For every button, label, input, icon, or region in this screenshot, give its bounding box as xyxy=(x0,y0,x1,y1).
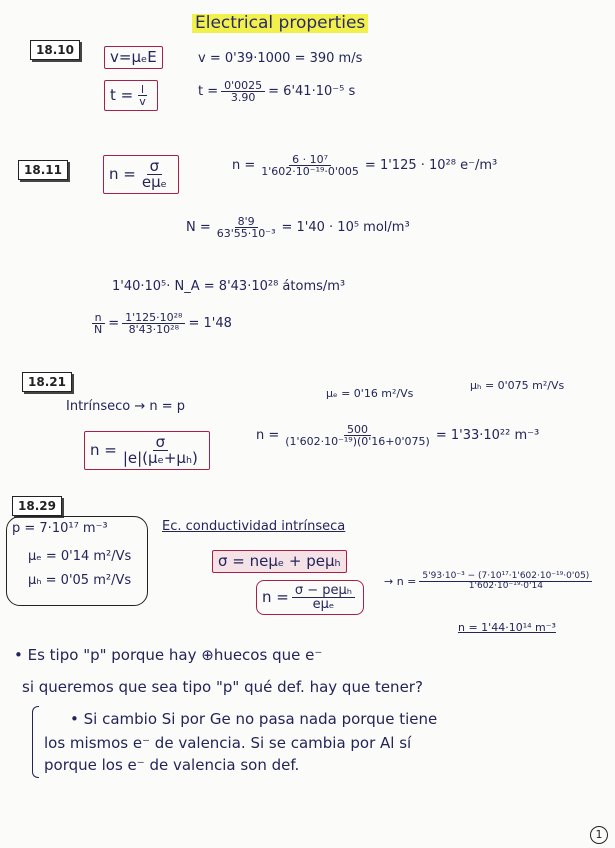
formula-n-from-sigma xyxy=(256,580,364,615)
formula-velocity: v=μₑE xyxy=(104,46,163,69)
calc-atoms: 1'40·10⁵· N_A = 8'43·10²⁸ átoms/m³ xyxy=(112,279,346,294)
calc-intrinsic-num: 500 xyxy=(344,424,371,436)
formula-n-sigma-num: σ − peμₕ xyxy=(292,584,355,598)
calc1-fraction xyxy=(258,154,362,177)
calc2-fraction xyxy=(214,216,279,239)
page-title: Electrical properties xyxy=(192,14,368,33)
calc-time-lhs: t = xyxy=(198,84,219,99)
calc-intrinsic-n xyxy=(256,424,539,447)
calc-intrinsic-lhs: n = xyxy=(256,428,280,443)
calc-intrinsic-rhs: = 1'33·10²² m⁻³ xyxy=(435,428,540,443)
formula-n-lhs: n = xyxy=(109,165,136,183)
problem-number-18-29: 18.29 xyxy=(12,496,62,516)
ratio-fraction xyxy=(122,312,185,335)
mobility-hole: μₕ = 0'075 m²/Vs xyxy=(470,379,565,392)
calc1-rhs: = 1'125 · 10²⁸ e⁻/m³ xyxy=(364,158,498,173)
calc-time-rhs: = 6'41·10⁻⁵ s xyxy=(268,84,356,99)
calc-intrinsic-fraction xyxy=(282,424,433,447)
formula-n-sigma-lhs: n = xyxy=(262,588,289,606)
given-electron-mobility: μₑ = 0'14 m²/Vs xyxy=(28,549,132,564)
formula-intrinsic-num: σ xyxy=(153,435,169,451)
ratio-rhs: = 1'48 xyxy=(188,316,232,331)
calc1-num: 6 · 10⁷ xyxy=(289,154,331,166)
note-line-5: porque los e⁻ de valencia son def. xyxy=(44,756,300,774)
conductivity-heading: Ec. conductividad intrínseca xyxy=(162,519,346,534)
given-hole-mobility: μₕ = 0'05 m²/Vs xyxy=(28,573,132,588)
calc-time-fraction xyxy=(221,80,265,103)
calc1-den: 1'602·10⁻¹⁹·0'005 xyxy=(261,165,359,178)
problem-number-18-21: 18.21 xyxy=(22,372,72,392)
calc-time-den: 3.90 xyxy=(230,91,256,104)
formula-intrinsic-lhs: n = xyxy=(90,441,117,459)
problem-number-18-10: 18.10 xyxy=(30,40,80,60)
mobility-electron: μₑ = 0'16 m²/Vs xyxy=(326,387,414,400)
formula-time-fraction xyxy=(136,84,149,107)
calc-n-extrinsic xyxy=(384,572,595,591)
calc-n-moles xyxy=(186,216,410,239)
note-line-4: los mismos e⁻ de valencia. Si se cambia por Al sí xyxy=(44,734,412,752)
calc-extrinsic-den: 1'602·10⁻¹⁹·0'14 xyxy=(468,581,543,591)
calc-extrinsic-num: 5'93·10⁻³ − (7·10¹⁷·1'602·10⁻¹⁹·0'05) xyxy=(419,572,592,582)
calc2-rhs: = 1'40 · 10⁵ mol/m³ xyxy=(281,220,410,235)
formula-n-sigma-den: eμₑ xyxy=(312,597,335,612)
calc1-lhs: n = xyxy=(232,158,256,173)
ratio-lhs-fraction xyxy=(91,312,105,335)
intrinsic-note: Intrínseco → n = p xyxy=(66,399,186,414)
ratio-lhs-den: N xyxy=(94,323,103,336)
note-line-2: si queremos que sea tipo "p" qué def. hay que tener? xyxy=(22,678,423,696)
calc-extrinsic-arrow: → n = xyxy=(384,575,417,588)
note-line-3: • Si cambio Si por Ge no pasa nada porque tiene xyxy=(70,710,438,728)
result-n-extrinsic: n = 1'44·10¹⁴ m⁻³ xyxy=(458,621,556,634)
formula-carrier-density xyxy=(103,155,179,194)
ratio-num: 1'125·10²⁸ xyxy=(122,312,185,324)
note-line-1: • Es tipo "p" porque hay ⊕huecos que e⁻ xyxy=(14,646,323,664)
formula-time-den: v xyxy=(139,95,146,108)
formula-n-sigma-fraction xyxy=(292,584,355,611)
ratio-den: 8'43·10²⁸ xyxy=(128,323,179,336)
given-hole-density: p = 7·10¹⁷ m⁻³ xyxy=(12,521,108,536)
formula-intrinsic-fraction xyxy=(120,435,201,466)
calc2-num: 8'9 xyxy=(235,216,258,228)
calc-ratio: $\frac{n}{N}$ = $\frac{\text{1'125·10²⁸}}{\text{8'43·10²⁸}}$ = 1'48 xyxy=(88,312,232,335)
formula-n-den: eμₑ xyxy=(141,173,167,191)
notes-bracket xyxy=(32,706,39,778)
calc-n-electrons xyxy=(232,154,497,177)
formula-time-num: l xyxy=(138,84,147,96)
formula-time-lhs: t = xyxy=(110,86,134,104)
calc-intrinsic-den: (1'602·10⁻¹⁹)(0'16+0'075) xyxy=(285,435,430,448)
problem-number-18-11: 18.11 xyxy=(18,160,68,180)
calc-extrinsic-fraction xyxy=(419,572,592,591)
ratio-lhs-num: n xyxy=(92,312,105,324)
calc-time xyxy=(198,80,355,103)
calc2-lhs: N = xyxy=(186,220,211,235)
calc2-den: 63'55·10⁻³ xyxy=(216,227,276,240)
formula-intrinsic-n xyxy=(84,431,210,470)
formula-n-fraction xyxy=(139,159,170,190)
formula-conductivity: σ = neμₑ + peμₕ xyxy=(212,550,347,573)
calc-time-num: 0'0025 xyxy=(221,80,265,92)
formula-n-num: σ xyxy=(147,159,163,175)
page-number: 1 xyxy=(590,826,608,844)
formula-time xyxy=(104,80,158,111)
calc-velocity: v = 0'39·1000 = 390 m/s xyxy=(198,51,363,66)
formula-intrinsic-den: |e|(μₑ+μₕ) xyxy=(122,449,198,467)
